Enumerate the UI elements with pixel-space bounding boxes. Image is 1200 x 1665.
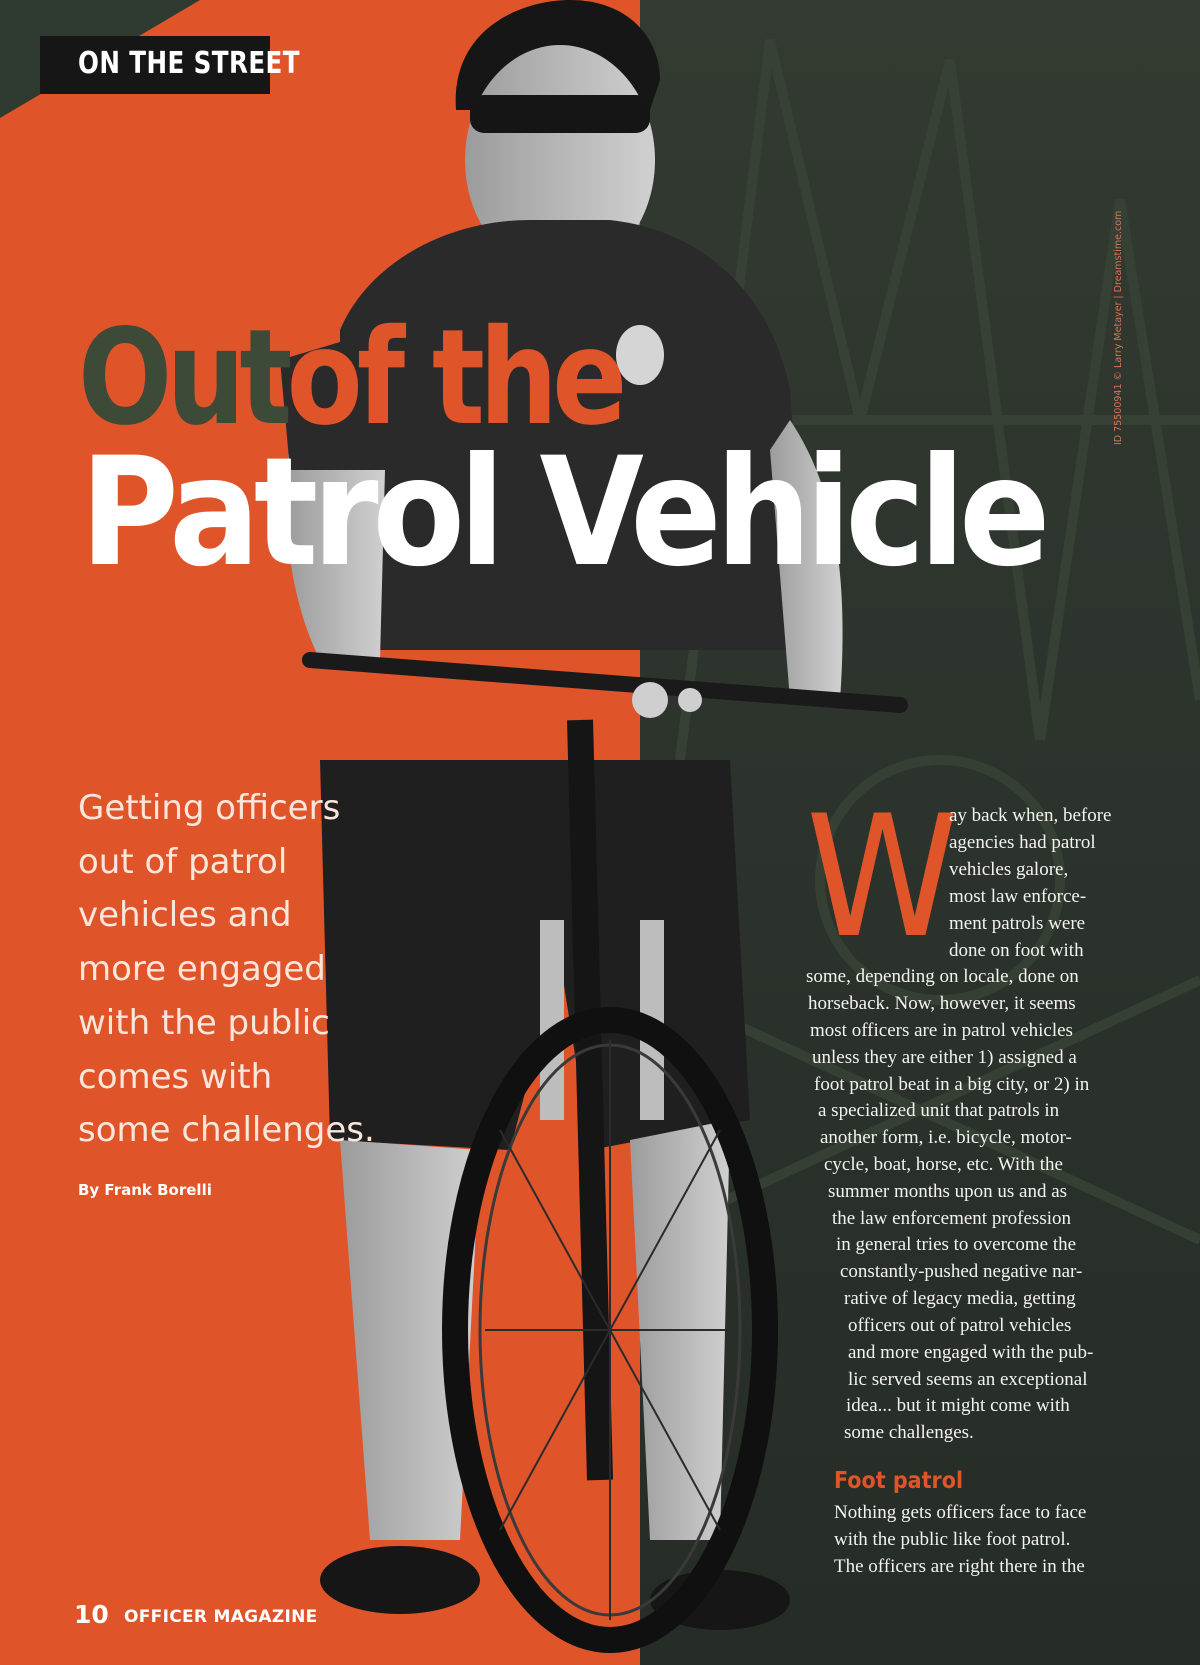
- body-line: in general tries to overcome the: [836, 1234, 1077, 1255]
- body-line: agencies had patrol: [949, 832, 1096, 853]
- deck-line: vehicles and: [78, 895, 292, 936]
- body-line: most law enforce-: [949, 886, 1087, 907]
- deck-line: with the public: [78, 1002, 330, 1043]
- body-line: cycle, boat, horse, etc. With the: [824, 1154, 1063, 1175]
- body-line: unless they are either 1) assigned a: [812, 1047, 1077, 1068]
- drop-cap: W: [806, 779, 959, 975]
- body-line: horseback. Now, however, it seems: [808, 993, 1076, 1014]
- body-line: rative of legacy media, getting: [844, 1288, 1076, 1309]
- body-line: constantly-pushed negative nar-: [840, 1261, 1083, 1282]
- deck-line: some challenges.: [78, 1110, 375, 1151]
- section-label-text: ON THE STREET: [78, 46, 300, 81]
- deck-line: comes with: [78, 1056, 273, 1097]
- deck-line: Getting officers: [78, 788, 341, 828]
- body-line: idea... but it might come with: [846, 1395, 1070, 1416]
- body-line: foot patrol beat in a big city, or 2) in: [814, 1074, 1090, 1095]
- headline-line-1: [78, 301, 622, 455]
- body-line: another form, i.e. bicycle, motor-: [820, 1127, 1072, 1148]
- publication-name: OFFICER MAGAZINE: [124, 1607, 318, 1627]
- photo-credit: ID 75500941 © Larry Metayer | Dreamstime.com: [1113, 210, 1124, 445]
- body-line: lic served seems an exceptional: [848, 1369, 1088, 1390]
- page-number: 10: [74, 1600, 109, 1629]
- subhead-foot-patrol: Foot patrol: [834, 1468, 964, 1494]
- body-line: The officers are right there in the: [834, 1556, 1085, 1577]
- section-label: [40, 36, 300, 94]
- body-line: and more engaged with the pub-: [848, 1342, 1094, 1363]
- body-line: ment patrols were: [949, 913, 1086, 934]
- body-line: a specialized unit that patrols in: [818, 1100, 1060, 1121]
- body-line: ay back when, before: [949, 805, 1112, 826]
- body-line: with the public like foot patrol.: [834, 1529, 1071, 1550]
- body-line: some, depending on locale, done on: [806, 966, 1079, 987]
- body-line: Nothing gets officers face to face: [834, 1502, 1087, 1523]
- body-line: officers out of patrol vehicles: [848, 1315, 1072, 1336]
- body-line: the law enforcement profession: [832, 1208, 1071, 1229]
- body-line: summer months upon us and as: [828, 1181, 1068, 1202]
- deck-line: out of patrol: [78, 841, 288, 882]
- body-line: most officers are in patrol vehicles: [810, 1020, 1073, 1041]
- body-line: some challenges.: [844, 1422, 974, 1443]
- byline: By Frank Borelli: [78, 1181, 212, 1199]
- headline-line-2: Patrol Vehicle: [80, 426, 1045, 600]
- headline-word-out: Out: [78, 301, 287, 455]
- body-line: done on foot with: [949, 940, 1084, 961]
- headline-words-of-the: of the: [286, 301, 622, 455]
- deck-line: more engaged: [78, 949, 326, 990]
- deck-text: [78, 782, 378, 1158]
- body-line: vehicles galore,: [949, 859, 1069, 880]
